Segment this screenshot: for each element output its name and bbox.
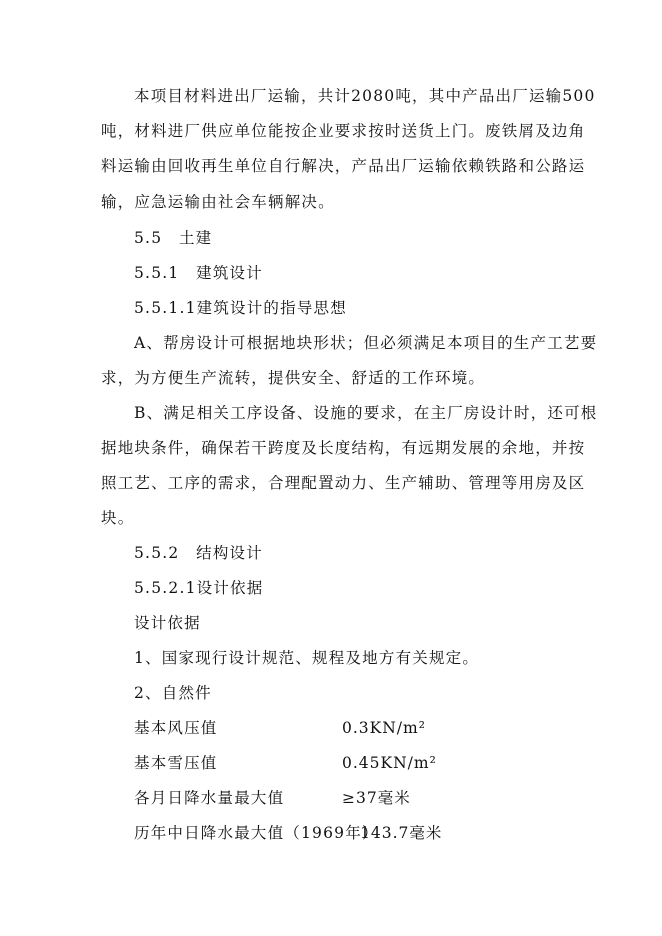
subsection-heading: 5.5.1 建筑设计 — [134, 264, 263, 282]
condition-label: 历年中日降水最大值（1969年） — [134, 824, 379, 842]
condition-label: 各月日降水量最大值 — [134, 789, 285, 807]
condition-value: 143.7毫米 — [360, 824, 443, 842]
condition-value: 0.3KN/m² — [342, 719, 426, 737]
paragraph-line: 照工艺、工序的需求，合理配置动力、生产辅助、管理等用房及区 — [101, 474, 586, 492]
paragraph-line: B、满足相关工序设备、设施的要求，在主厂房设计时，还可根 — [134, 404, 598, 422]
paragraph-line: 块。 — [101, 509, 135, 527]
paragraph-line: A、帮房设计可根据地块形状；但必须满足本项目的生产工艺要 — [134, 334, 598, 352]
condition-value: ≥37毫米 — [342, 789, 411, 807]
subsection-heading: 5.5.2 结构设计 — [134, 544, 263, 562]
condition-value: 0.45KN/m² — [342, 754, 437, 772]
paragraph-line: 本项目材料进出厂运输，共计2080吨，其中产品出厂运输500 — [134, 87, 596, 105]
subsubsection-heading: 5.5.2.1设计依据 — [134, 579, 264, 597]
condition-label: 基本风压值 — [134, 719, 218, 737]
condition-label: 基本雪压值 — [134, 754, 218, 772]
paragraph-line: 吨，材料进厂供应单位能按企业要求按时送货上门。废铁屑及边角 — [101, 122, 586, 140]
list-item: 1、国家现行设计规范、规程及地方有关规定。 — [134, 649, 480, 667]
section-heading: 5.5 土建 — [134, 229, 213, 247]
design-basis-label: 设计依据 — [134, 614, 201, 632]
paragraph-line: 输，应急运输由社会车辆解决。 — [101, 193, 335, 211]
list-item: 2、自然件 — [134, 684, 212, 702]
paragraph-line: 料运输由回收再生单位自行解决，产品出厂运输依赖铁路和公路运 — [101, 157, 586, 175]
subsubsection-heading: 5.5.1.1建筑设计的指导思想 — [134, 299, 347, 317]
paragraph-line: 据地块条件，确保若干跨度及长度结构，有远期发展的余地，并按 — [101, 439, 586, 457]
paragraph-line: 求，为方便生产流转，提供安全、舒适的工作环境。 — [101, 369, 486, 387]
